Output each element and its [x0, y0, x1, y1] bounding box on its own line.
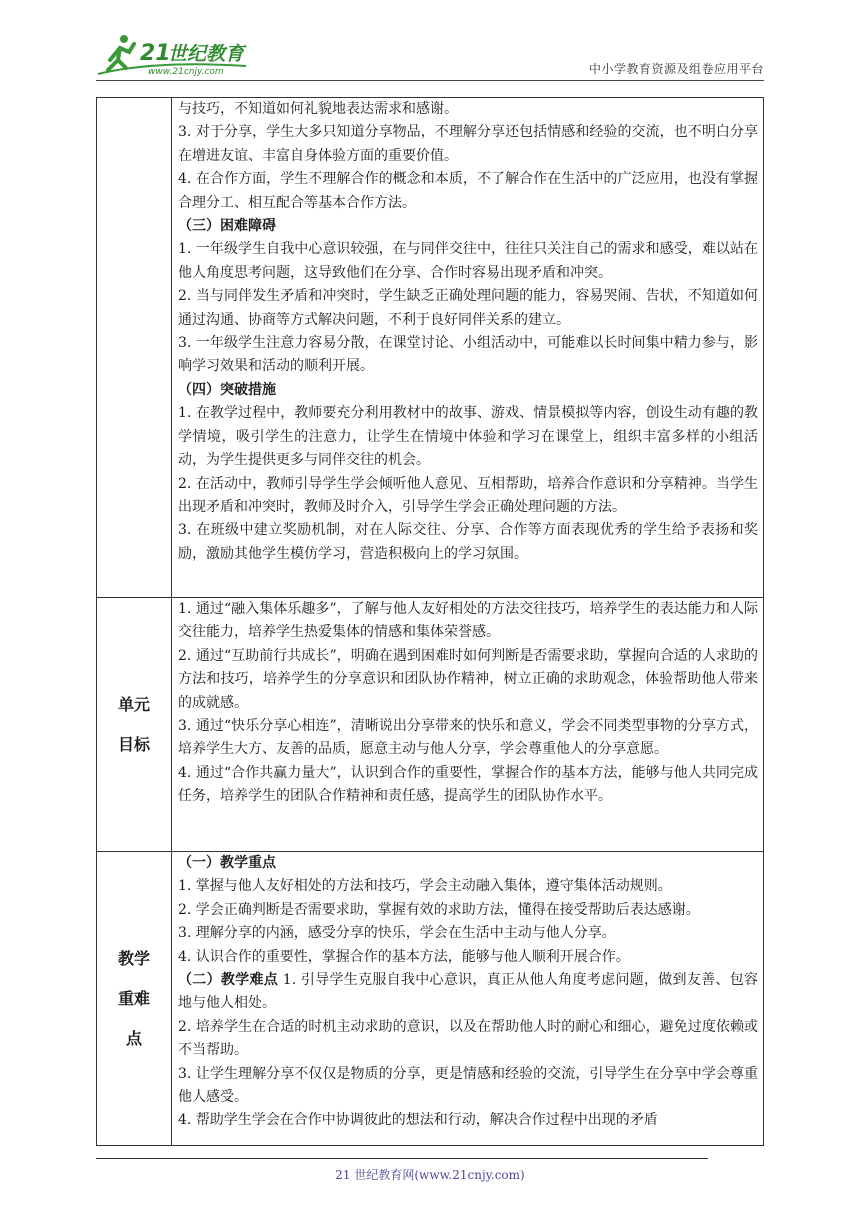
paragraph: 1. 一年级学生自我中心意识较强，在与同伴交往中，往往只关注自己的需求和感受，难以站在他人角度思考问题，这导致他们在分享、合作时容易出现矛盾和冲突。 — [178, 241, 758, 281]
label-line: 重难 — [117, 988, 150, 1008]
section-heading: （一）教学重点 — [178, 855, 276, 871]
paragraph: 2. 在活动中，教师引导学生学会倾听他人意见、互相帮助，培养合作意识和分享精神。当学生出现矛盾和冲突时，教师及时介入，引导学生学会正确处理问题的方法。 — [178, 475, 758, 515]
paragraph — [178, 969, 758, 1016]
paragraph: 2. 培养学生在合适的时机主动求助的意识，以及在帮助他人时的耐心和细心，避免过度依赖或不当帮助。 — [178, 1018, 758, 1059]
paragraph: 1. 掌握与他人友好相处的方法和技巧，学会主动融入集体，遵守集体活动规则。 — [178, 878, 672, 895]
row-label-empty — [97, 98, 172, 598]
paragraph: 与技巧，不知道如何礼貌地表达需求和感谢。 — [178, 101, 458, 117]
row-label-key-points — [97, 852, 172, 1146]
paragraph: 3. 一年级学生注意力容易分散，在课堂讨论、小组活动中，可能难以长时间集中精力参与，影响学习效果和活动的顺利开展。 — [178, 335, 758, 375]
svg-text:www.21cnjy.com: www.21cnjy.com — [148, 67, 224, 77]
paragraph: 3. 让学生理解分享不仅仅是物质的分享，更是情感和经验的交流，引导学生在分享中学会尊重他人感受。 — [178, 1065, 758, 1106]
section-heading: （二）教学难点 — [178, 972, 279, 989]
lesson-plan-table — [96, 97, 764, 1146]
table-row-unit-goals — [97, 598, 764, 852]
paragraph: 4. 通过“合作共赢力量大”，认识到合作的重要性，掌握合作的基本方法，能够与他人共同完成任务，培养学生的团队合作精神和责任感，提高学生的团队协作水平。 — [178, 764, 758, 805]
section-heading: （三）困难障碍 — [178, 218, 276, 235]
paragraph: 3. 理解分享的内涵，感受分享的快乐，学会在生活中主动与他人分享。 — [178, 925, 616, 942]
logo-graphic — [96, 30, 266, 78]
platform-name: 中小学教育资源及组卷应用平台 — [588, 62, 764, 76]
paragraph-text: 1. 引导学生克服自我中心意识，真正从他人角度考虑问题，做到友善、包容地与他人相处。 — [178, 972, 758, 1012]
table-row-key-points — [97, 852, 764, 1146]
header-divider — [96, 80, 764, 81]
label-line: 单元 — [117, 694, 150, 714]
row-content — [172, 598, 764, 852]
paragraph: 3. 对于分享，学生大多只知道分享物品，不理解分享还包括情感和经验的交流，也不明白分享在增进友谊、丰富自身体验方面的重要价值。 — [178, 124, 758, 164]
row-content — [172, 98, 764, 598]
label-line: 点 — [125, 1028, 142, 1048]
paragraph: 2. 当与同伴发生矛盾和冲突时，学生缺乏正确处理问题的能力，容易哭闹、告状，不知道如何通过沟通、协商等方式解决问题，不利于良好同伴关系的建立。 — [178, 288, 758, 328]
row-content — [172, 852, 764, 1146]
label-line: 教学 — [117, 948, 150, 968]
footer-link[interactable]: 21 世纪教育网(www.21cnjy.com) — [335, 1168, 525, 1182]
paragraph: 4. 认识合作的重要性，掌握合作的基本方法，能够与他人顺利开展合作。 — [178, 948, 630, 965]
row-label-unit-goals — [97, 598, 172, 852]
footer-divider — [96, 1158, 708, 1159]
page-header — [96, 30, 764, 80]
paragraph: 1. 通过“融入集体乐趣多”，了解与他人友好相处的方法交往技巧，培养学生的表达能力和人际交往能力，培养学生热爱集体的情感和集体荣誉感。 — [178, 601, 758, 641]
paragraph: 3. 通过“快乐分享心相连”，清晰说出分享带来的快乐和意义，学会不同类型事物的分享方式，培养学生大方、友善的品质，愿意主动与他人分享，学会尊重他人的分享意愿。 — [178, 718, 758, 758]
table-row-difficulties — [97, 98, 764, 598]
section-heading: （四）突破措施 — [178, 381, 276, 398]
site-logo[interactable] — [96, 30, 266, 78]
paragraph: 3. 在班级中建立奖励机制，对在人际交往、分享、合作等方面表现优秀的学生给予表扬和奖励，激励其他学生模仿学习，营造积极向上的学习氛围。 — [178, 522, 758, 562]
svg-text:世纪教育: 世纪教育 — [168, 43, 245, 65]
label-line: 目标 — [117, 734, 150, 754]
paragraph: 4. 帮助学生学会在合作中协调彼此的想法和行动，解决合作过程中出现的矛盾 — [178, 1112, 658, 1129]
paragraph: 4. 在合作方面，学生不理解合作的概念和本质，不了解合作在生活中的广泛应用，也没有掌握合理分工、相互配合等基本合作方法。 — [178, 171, 758, 211]
paragraph: 1. 在教学过程中，教师要充分利用教材中的故事、游戏、情景模拟等内容，创设生动有趣的教学情境，吸引学生的注意力，让学生在情境中体验和学习在课堂上，组织丰富多样的小组活动，为学生提供更多与同伴交往的机会。 — [178, 405, 758, 469]
svg-text:21: 21 — [140, 41, 171, 66]
paragraph: 2. 学会正确判断是否需要求助，掌握有效的求助方法，懂得在接受帮助后表达感谢。 — [178, 901, 700, 918]
paragraph: 2. 通过“互助前行共成长”，明确在遇到困难时如何判断是否需要求助，掌握向合适的人求助的方法和技巧，培养学生的分享意识和团队协作精神，树立正确的求助观念，体验帮助他人带来的成就感。 — [178, 647, 758, 711]
